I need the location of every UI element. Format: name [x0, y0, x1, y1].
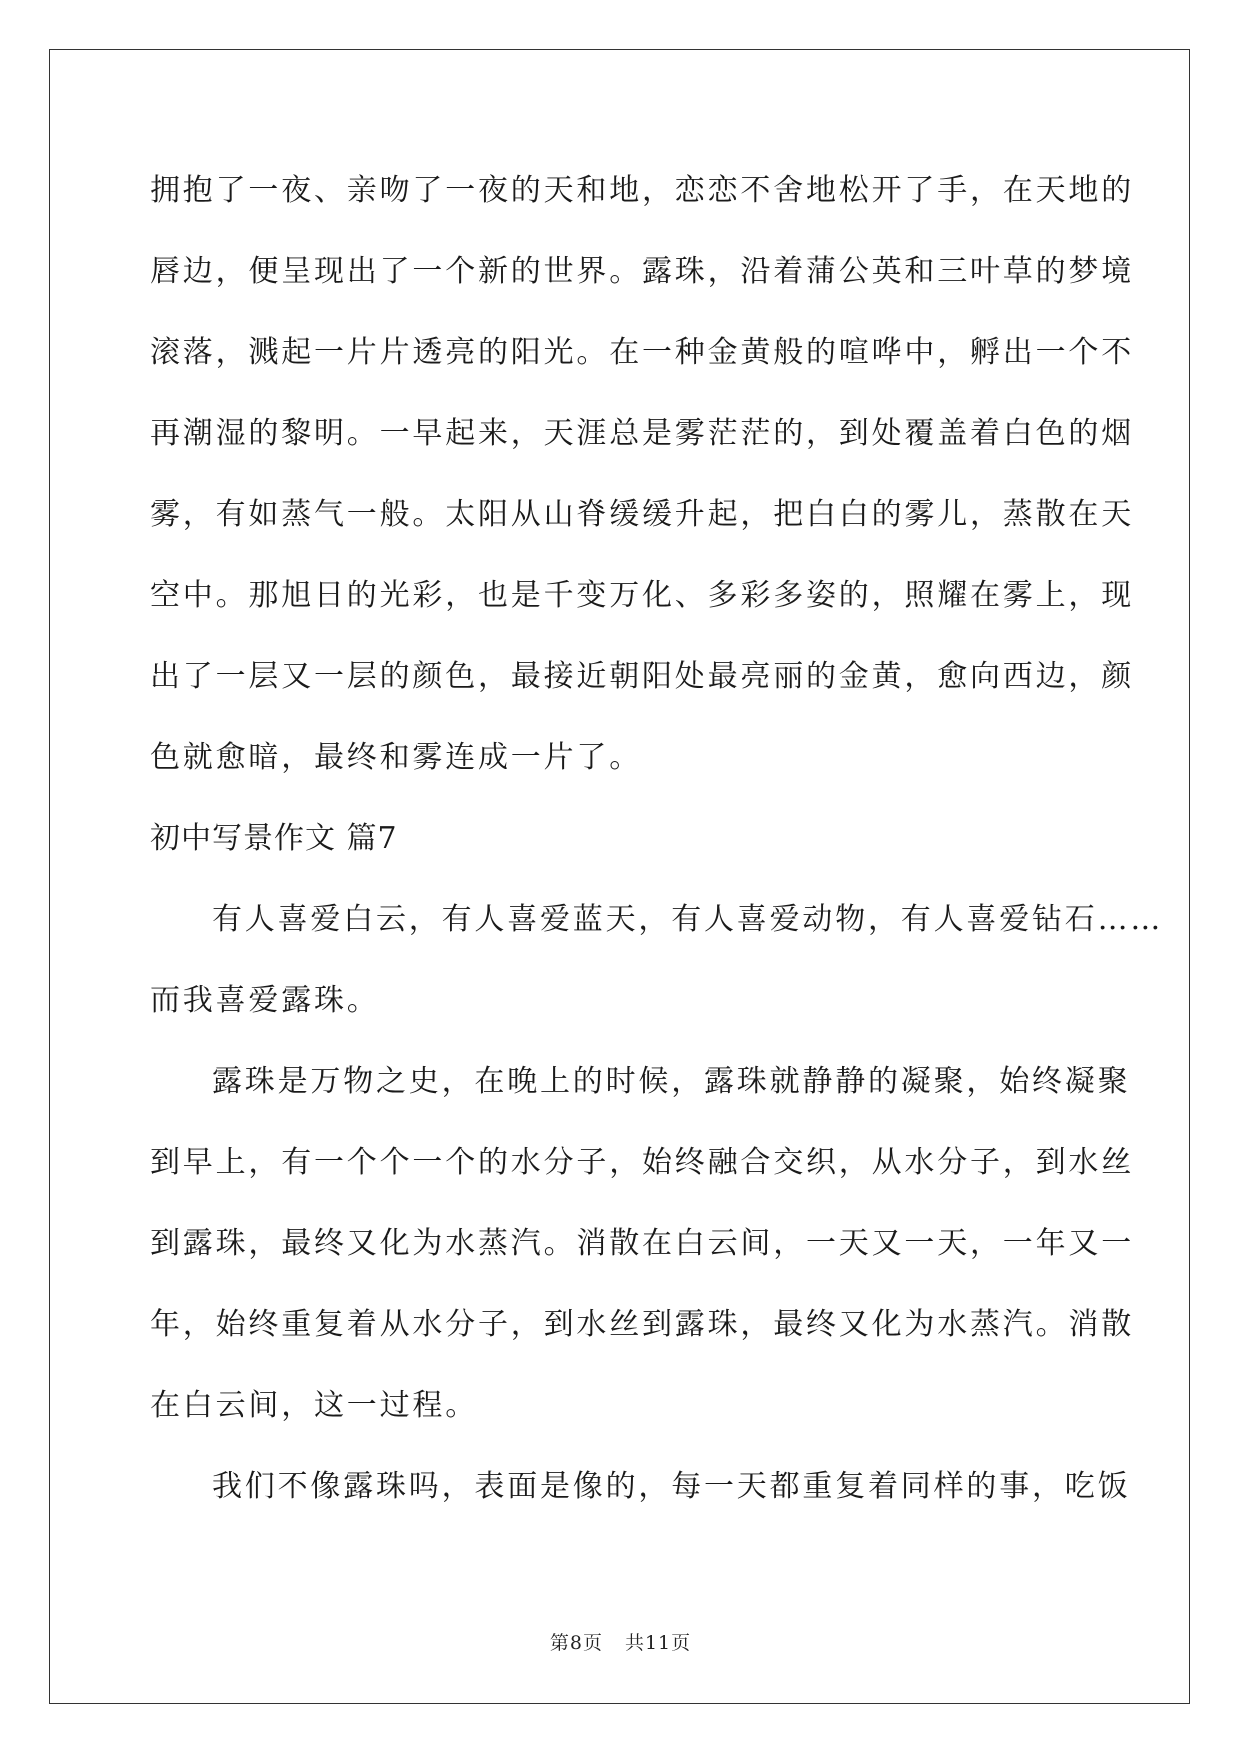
document-body — [150, 150, 1164, 1527]
text-line: 雾，有如蒸气一般。太阳从山脊缓缓升起，把白白的雾儿，蒸散在天 — [150, 497, 1134, 532]
text-line: 出了一层又一层的颜色，最接近朝阳处最亮丽的金黄，愈向西边，颜 — [150, 659, 1134, 694]
page-footer — [0, 1628, 1241, 1655]
text-line: 我们不像露珠吗，表面是像的，每一天都重复着同样的事，吃饭 — [212, 1469, 1131, 1504]
text-line: 到露珠，最终又化为水蒸汽。消散在白云间，一天又一天，一年又一 — [150, 1226, 1134, 1261]
text-line: 拥抱了一夜、亲吻了一夜的天和地，恋恋不舍地松开了手，在天地的 — [150, 173, 1134, 208]
text-line: 露珠是万物之史，在晚上的时候，露珠就静静的凝聚，始终凝聚 — [212, 1064, 1131, 1099]
text-line: 空中。那旭日的光彩，也是千变万化、多彩多姿的，照耀在雾上，现 — [150, 578, 1134, 613]
paragraph-continued — [150, 150, 1134, 798]
text-line: 有人喜爱白云，有人喜爱蓝天，有人喜爱动物，有人喜爱钻石…… — [212, 902, 1164, 937]
text-line: 滚落，溅起一片片透亮的阳光。在一种金黄般的喧哗中，孵出一个不 — [150, 335, 1134, 370]
text-line: 在白云间，这一过程。 — [150, 1388, 478, 1423]
text-line: 到早上，有一个个一个的水分子，始终融合交织，从水分子，到水丝 — [150, 1145, 1134, 1180]
text-line: 而我喜爱露珠。 — [150, 983, 380, 1018]
text-line: 年，始终重复着从水分子，到水丝到露珠，最终又化为水蒸汽。消散 — [150, 1307, 1134, 1342]
paragraph — [150, 1041, 1134, 1446]
paragraph — [150, 879, 1164, 1041]
section-heading: 初中写景作文 篇7 — [150, 821, 398, 856]
text-line: 再潮湿的黎明。一早起来，天涯总是雾茫茫的，到处覆盖着白色的烟 — [150, 416, 1134, 451]
text-line: 唇边，便呈现出了一个新的世界。露珠，沿着蒲公英和三叶草的梦境 — [150, 254, 1134, 289]
text-line: 色就愈暗，最终和雾连成一片了。 — [150, 740, 642, 775]
page-number: 第8页 — [549, 1632, 603, 1654]
page-total: 共11页 — [624, 1632, 692, 1654]
paragraph — [150, 1446, 1131, 1527]
